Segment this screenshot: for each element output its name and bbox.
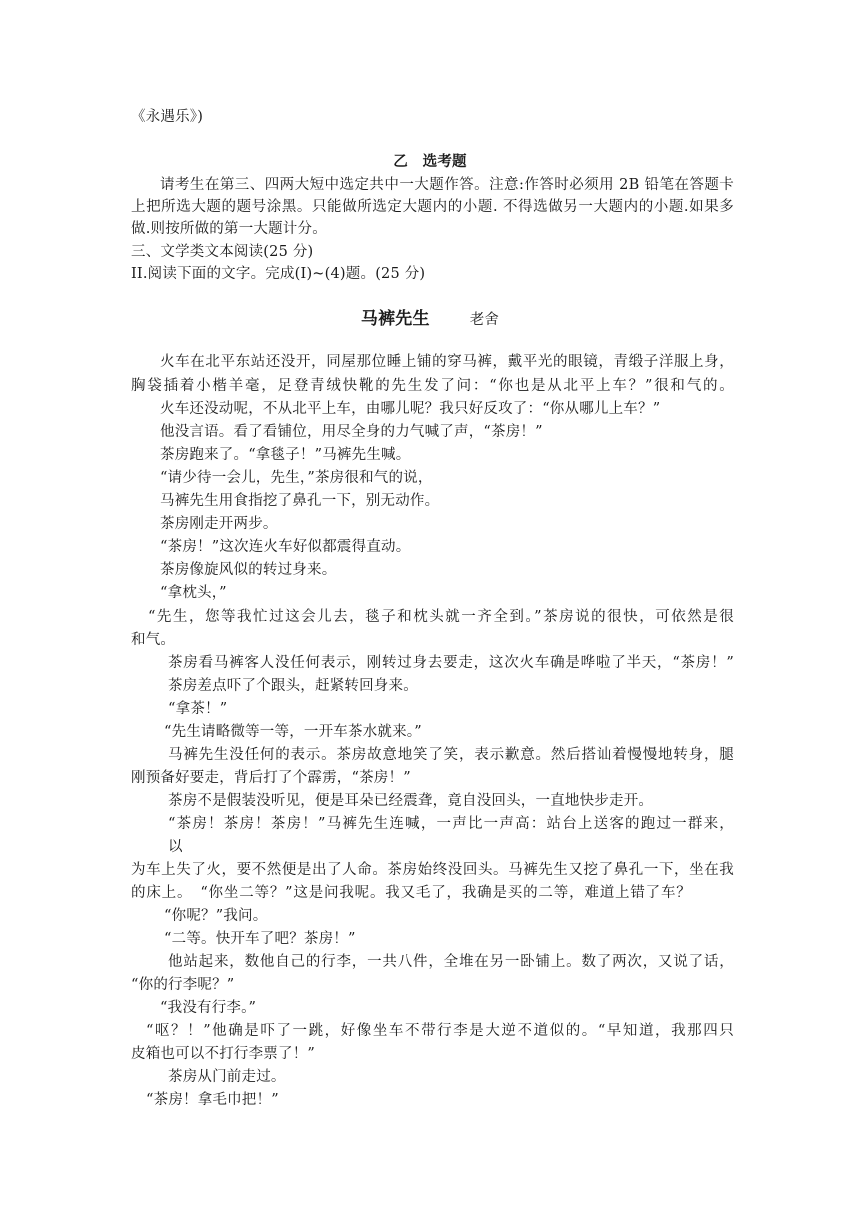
instructions-line-1: 请考生在第三、四两大短中选定共中一大题作答。注意:作答时必须用 2B 铅笔在答题卡 — [160, 177, 734, 193]
story-line: 茶房刚走开两步。 — [160, 516, 278, 532]
story-line: “茶房！”这次连火车好似都震得直动。 — [160, 539, 411, 555]
story-line: 以 — [168, 839, 183, 855]
story-line: 茶房差点吓了个跟头，赶紧转回身来。 — [168, 678, 418, 694]
story-line: 茶房看马裤客人没任何表示，刚转过身去要走，这次火车确是哗啦了半天，“茶房！” — [168, 655, 734, 671]
story-line: 和气。 — [131, 632, 176, 648]
story-line: 火车在北平东站还没开，同屋那位睡上铺的穿马裤，戴平光的眼镜，青缎子洋服上身， — [160, 354, 734, 370]
section-title: 乙 选考题 — [393, 153, 467, 170]
story-line: 马裤先生没任何的表示。茶房故意地笑了笑，表示歉意。然后搭讪着慢慢地转身，腿 — [168, 747, 734, 763]
story-line: 他站起来，数他自己的行李，一共八件，全堆在另一卧铺上。数了两次，又说了话， — [168, 954, 734, 970]
story-line: 茶房跑来了。“拿毯子！”马裤先生喊。 — [160, 447, 411, 463]
story-line: “二等。快开车了吧？茶房！” — [164, 931, 356, 947]
story-line: 刚预备好要走，背后打了个霹雳，“茶房！” — [131, 770, 411, 786]
story-title-row — [0, 308, 860, 331]
story-line: “呕？！”他确是吓了一跳，好像坐车不带行李是大逆不道似的。“早知道，我那四只 — [146, 1023, 734, 1039]
story-line: 茶房像旋风似的转过身来。 — [160, 562, 337, 578]
story-line: “请少待一会儿，先生，”茶房很和气的说， — [160, 470, 433, 486]
story-line: “拿枕头，” — [160, 585, 227, 601]
story-line: “我没有行李。” — [160, 1000, 257, 1016]
instructions-line-3: 做.则按所做的第一大题计分。 — [131, 221, 327, 237]
story-line: 茶房从门前走过。 — [168, 1069, 286, 1085]
story-line: 的床上。 “你坐二等？”这是问我呢。我又毛了，我确是买的二等，难道上错了车？ — [131, 885, 691, 901]
story-line: 茶房不是假装没听见，便是耳朵已经震聋，竟自没回头，一直地快步走开。 — [168, 793, 654, 809]
section3-question: II.阅读下面的文字。完成(I)~(4)题。(25 分) — [131, 266, 426, 282]
story-line: “拿茶！” — [168, 701, 228, 717]
story-title: 马裤先生 — [360, 309, 430, 329]
story-author: 老舍 — [469, 312, 500, 328]
instructions-line-2: 上把所选大题的题号涂黑。只能做所选定大题内的小题. 不得选做另一大题内的小题.如果多 — [131, 199, 734, 215]
story-line: 火车还没动呢，不从北平上车，由哪儿呢？我只好反攻了：“你从哪儿上车？” — [160, 401, 661, 417]
story-line: 胸袋插着小楷羊毫，足登青绒快靴的先生发了问：“你也是从北平上车？”很和气的。 — [131, 378, 734, 394]
story-line: 为车上失了火，要不然便是出了人命。茶房始终没回头。马裤先生又挖了鼻孔一下，坐在我 — [131, 862, 734, 878]
story-line: “你呢？”我问。 — [164, 908, 268, 924]
carryover-text: 《永遇乐》) — [131, 109, 204, 125]
section3-heading: 三、文学类文本阅读(25 分) — [131, 244, 314, 260]
story-line: “茶房！茶房！茶房！”马裤先生连喊，一声比一声高：站台上送客的跑过一群来， — [168, 816, 734, 832]
story-line: “你的行李呢？” — [131, 977, 235, 993]
story-line: “先生，您等我忙过这会儿去，毯子和枕头就一齐全到。”茶房说的很快，可依然是很 — [148, 609, 734, 625]
story-line: 皮箱也可以不打行李票了！” — [131, 1046, 316, 1062]
story-line: “先生请略微等一等，一开车茶水就来。” — [164, 724, 422, 740]
story-line: 马裤先生用食指挖了鼻孔一下，别无动作。 — [160, 493, 440, 509]
story-line: 他没言语。看了看铺位，用尽全身的力气喊了声，“茶房！” — [160, 424, 543, 440]
story-line: “茶房！拿毛巾把！” — [146, 1092, 279, 1108]
